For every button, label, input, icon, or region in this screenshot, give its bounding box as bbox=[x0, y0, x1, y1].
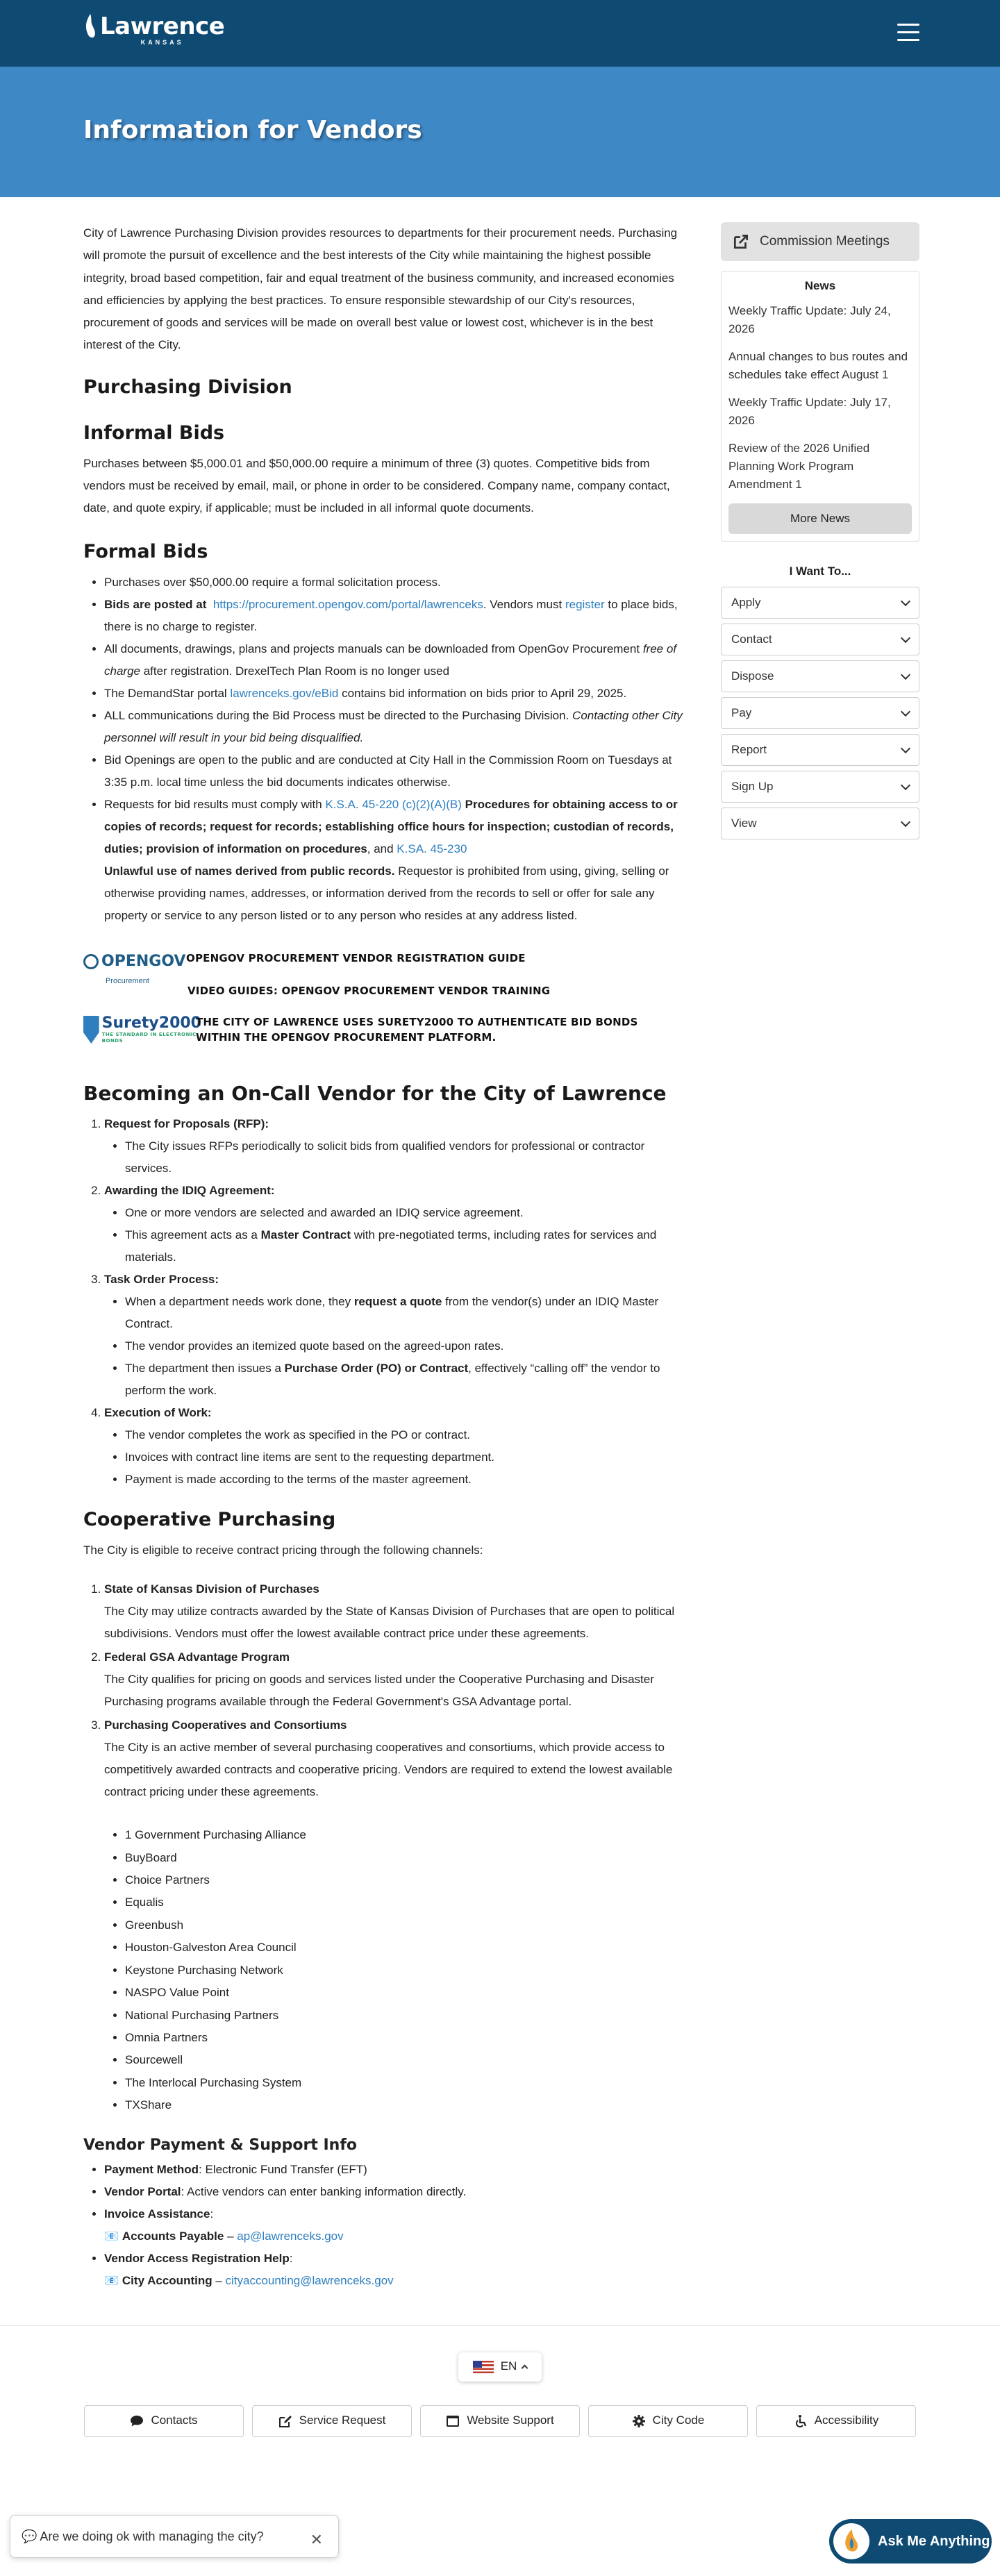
list-item: 4. Execution of Work: • The vendor completes the work as specified in the PO or contract. • Invoices with contract line items are sent to the requesting department. • Payment is made according to the terms of the master agreement. bbox=[104, 1402, 694, 1491]
list-item: 2. Federal GSA Advantage Program The City qualifies for pricing on goods and services listed under the Cooperative Purchasing and Disaster Purchasing programs available through the Federal Government's GSA Advantage portal. bbox=[104, 1646, 694, 1713]
list-item: • The vendor completes the work as specified in the PO or contract. bbox=[125, 1424, 694, 1446]
list-item: • Requests for bid results must comply with K.S.A. 45-220 (c)(2)(A)(B) Procedures for obtaining access to or copies of records; request for records; establishing office hours for inspection; custodian of records, duties; provision of information on procedures, and K.SA. 45-230 Unlawful use of names derived from public records. Requestor is prohibited from using, giving, selling or otherwise providing names, addresses, or information derived from the records to sell or offer for sale any property or service to any person listed or to any person who resides at any address listed. bbox=[104, 794, 694, 927]
dropdown-label: Sign Up bbox=[731, 779, 774, 793]
news-panel bbox=[721, 271, 919, 542]
informal-bids-text: Purchases between $5,000.01 and $50,000.00 require a minimum of three (3) quotes. Competitive bids from vendors must be received by email, mail, or phone in order to be considered. Company name, company contact, date, and quote expiry, if applicable; must be included in all informal quote documents. bbox=[83, 456, 670, 515]
news-item[interactable]: Annual changes to bus routes and schedules take effect August 1 bbox=[728, 350, 908, 381]
demandstar-link[interactable]: lawrenceks.gov/eBid bbox=[230, 686, 339, 700]
dropdown-label: View bbox=[731, 816, 757, 830]
chevron-down-icon bbox=[901, 817, 910, 826]
us-flag-icon bbox=[473, 2361, 494, 2373]
payment-list bbox=[104, 2159, 694, 2292]
assistant-flame-icon bbox=[833, 2523, 869, 2559]
list-item: • This agreement acts as a Master Contract with pre-negotiated terms, including rates for services and materials. bbox=[125, 1224, 694, 1269]
hero-banner bbox=[0, 67, 1000, 197]
feedback-text: 💬 Are we doing ok with managing the city? bbox=[22, 2529, 264, 2543]
ap-email-link[interactable]: ap@lawrenceks.gov bbox=[237, 2229, 344, 2243]
commission-meetings-label: Commission Meetings bbox=[760, 233, 890, 249]
city-logo[interactable] bbox=[83, 12, 224, 46]
coop-member-item: • BuyBoard bbox=[125, 1847, 694, 1869]
logo-name: Lawrence bbox=[100, 12, 225, 40]
news-item[interactable]: Review of the 2026 Unified Planning Work Program Amendment 1 bbox=[728, 442, 870, 491]
coop-member-item: • Keystone Purchasing Network bbox=[125, 1959, 694, 1982]
list-item: • The City issues RFPs periodically to solicit bids from qualified vendors for professional or contractor services. bbox=[125, 1135, 694, 1180]
more-news-button[interactable]: More News bbox=[728, 503, 912, 534]
gear-icon bbox=[632, 2414, 646, 2428]
chevron-down-icon bbox=[901, 706, 910, 716]
list-item: 3. Purchasing Cooperatives and Consortiums The City is an active member of several purchasing cooperatives and consortiums, which provide access to competitively awarded contracts and cooperative pricing. Vendors are required to extend the lowest available contract pricing under these agreements. bbox=[104, 1714, 694, 1803]
i-want-to-dropdown[interactable] bbox=[721, 771, 919, 803]
main-content bbox=[83, 222, 694, 2299]
footer-link-website-support[interactable]: Website Support bbox=[420, 2405, 580, 2437]
mail-icon: 📧 bbox=[104, 2229, 119, 2243]
footer-link-city-code[interactable]: City Code bbox=[588, 2405, 748, 2437]
opengov-registration-guide-link[interactable]: OPENGOV PROCUREMENT VENDOR REGISTRATION GUIDE bbox=[186, 952, 526, 965]
coop-member-item: • 1 Government Purchasing Alliance bbox=[125, 1824, 694, 1846]
list-item: • ALL communications during the Bid Process must be directed to the Purchasing Division. Contacting other City personnel will result in your bid being disqualified. bbox=[104, 705, 694, 749]
coop-member-item: • TXShare bbox=[125, 2094, 694, 2116]
oncall-steps bbox=[104, 1113, 694, 1491]
shield-icon bbox=[83, 1016, 99, 1044]
list-item: • The DemandStar portal lawrenceks.gov/eBid contains bid information on bids prior to April 29, 2025. bbox=[104, 683, 694, 705]
page-body bbox=[0, 197, 1000, 2299]
list-item: • The vendor provides an itemized quote based on the agreed-upon rates. bbox=[125, 1335, 694, 1357]
chevron-down-icon bbox=[901, 669, 910, 679]
news-item[interactable]: Weekly Traffic Update: July 24, 2026 bbox=[728, 304, 891, 335]
coop-channels bbox=[104, 1578, 694, 1803]
page-title: Information for Vendors bbox=[83, 116, 422, 144]
payment-heading: Vendor Payment & Support Info bbox=[83, 2136, 358, 2154]
footer-spacer bbox=[0, 2437, 1000, 2514]
i-want-to-heading: I Want To... bbox=[789, 564, 851, 578]
list-item: • Vendor Access Registration Help: 📧 City Accounting – cityaccounting@lawrenceks.gov bbox=[104, 2248, 694, 2292]
opengov-logo: OPENGOV Procurement bbox=[83, 945, 171, 988]
language-selector[interactable] bbox=[458, 2352, 542, 2382]
list-item: 1. State of Kansas Division of Purchases The City may utilize contracts awarded by the State of Kansas Division of Purchases that are open to political subdivisions. Vendors must offer the lowest available contract price under these agreements. bbox=[104, 1578, 694, 1645]
coop-member-item: • NASPO Value Point bbox=[125, 1982, 694, 2004]
surety-line-2[interactable]: WITHIN THE OPENGOV PROCUREMENT PLATFORM. bbox=[196, 1030, 497, 1044]
ask-me-anything-button[interactable] bbox=[829, 2519, 992, 2564]
language-code: EN bbox=[500, 2359, 517, 2373]
i-want-to-dropdown[interactable] bbox=[721, 624, 919, 655]
coop-member-item: • Greenbush bbox=[125, 1914, 694, 1937]
chevron-down-icon bbox=[901, 743, 910, 753]
register-link[interactable]: register bbox=[565, 597, 605, 611]
coop-heading: Cooperative Purchasing bbox=[83, 1508, 336, 1530]
list-item: • Bids are posted at https://procurement.opengov.com/portal/lawrenceks. Vendors must register to place bids, there is no charge to register. bbox=[104, 594, 694, 638]
site-header bbox=[0, 0, 1000, 67]
intro-paragraph: City of Lawrence Purchasing Division provides resources to departments for their procurement needs. Purchasing will promote the pursuit of excellence and the best interests of the City while maintaining the highest possible integrity, broad based competition, fair and equal treatment of the business community, and increased economies and efficiencies by applying the best practices. To ensure responsible stewardship of our City's resources, procurement of goods and services will be made on overall best value or lowest cost, whichever is in the best interest of the City. bbox=[83, 226, 678, 352]
dropdown-label: Pay bbox=[731, 705, 752, 719]
menu-icon[interactable] bbox=[897, 24, 919, 42]
chevron-down-icon bbox=[901, 596, 910, 605]
video-guides-row bbox=[188, 980, 694, 1002]
list-item: • Payment is made according to the terms of the master agreement. bbox=[125, 1469, 694, 1491]
purchasing-heading: Purchasing Division bbox=[83, 376, 292, 398]
cooperative-section bbox=[83, 1507, 694, 2117]
i-want-to-dropdown[interactable] bbox=[721, 734, 919, 766]
opengov-portal-link[interactable]: https://procurement.opengov.com/portal/lawrenceks bbox=[212, 597, 483, 611]
list-item: • When a department needs work done, they request a quote from the vendor(s) under an IDIQ Master Contract. bbox=[125, 1291, 694, 1335]
dropdown-label: Apply bbox=[731, 595, 761, 609]
surety-line-1[interactable]: THE CITY OF LAWRENCE USES SURETY2000 TO AUTHENTICATE BID BONDS bbox=[196, 1015, 638, 1028]
list-item: 1. Request for Proposals (RFP): • The City issues RFPs periodically to solicit bids from qualified vendors for professional or contractor services. bbox=[104, 1113, 694, 1180]
oncall-heading: Becoming an On-Call Vendor for the City of Lawrence bbox=[83, 1081, 667, 1105]
list-item: • One or more vendors are selected and awarded an IDIQ service agreement. bbox=[125, 1202, 694, 1224]
footer-link-accessibility[interactable]: Accessibility bbox=[756, 2405, 916, 2437]
surety-text bbox=[196, 1014, 638, 1045]
news-title: News bbox=[804, 279, 836, 292]
ksa-45-230-link[interactable]: K.SA. 45-230 bbox=[397, 842, 467, 855]
coop-member-item: • Omnia Partners bbox=[125, 2027, 694, 2049]
list-item: 2. Awarding the IDIQ Agreement: • One or more vendors are selected and awarded an IDIQ service agreement. • This agreement acts as a Master Contract with pre-negotiated terms, including rates for services and materials. bbox=[104, 1180, 694, 1269]
footer-links bbox=[0, 2405, 1000, 2437]
coop-member-item: • The Interlocal Purchasing System bbox=[125, 2072, 694, 2094]
list-item: 3. Task Order Process: • When a department needs work done, they request a quote from the vendor(s) under an IDIQ Master Contract. • The vendor provides an itemized quote based on the agreed-upon rates. • The department then issues a Purchase Order (PO) or Contract, effectively “calling off” the vendor to perform the work. bbox=[104, 1269, 694, 1402]
dropdown-label: Contact bbox=[731, 632, 772, 646]
coop-member-item: • National Purchasing Partners bbox=[125, 2005, 694, 2027]
ksa-45-220-link[interactable]: K.S.A. 45-220 (c)(2)(A)(B) bbox=[325, 797, 462, 811]
logo-sub: KANSAS bbox=[140, 39, 184, 46]
footer-link-service-request[interactable]: Service Request bbox=[252, 2405, 412, 2437]
chevron-down-icon bbox=[901, 633, 910, 642]
dropdown-label: Dispose bbox=[731, 669, 774, 683]
list-item: • Invoice Assistance: 📧 Accounts Payable – ap@lawrenceks.gov bbox=[104, 2203, 694, 2248]
coop-member-item: • Sourcewell bbox=[125, 2049, 694, 2071]
city-accounting-email-link[interactable]: cityaccounting@lawrenceks.gov bbox=[225, 2273, 394, 2287]
surety2000-logo: Surety2000 THE STANDARD IN ELECTRONIC BONDS bbox=[83, 1012, 201, 1048]
wheelchair-icon bbox=[794, 2414, 808, 2428]
coop-intro: The City is eligible to receive contract pricing through the following channels: bbox=[83, 1543, 483, 1557]
list-item: • Invoices with contract line items are sent to the requesting department. bbox=[125, 1446, 694, 1469]
feedback-prompt[interactable] bbox=[10, 2515, 339, 2558]
coop-member-item: • Choice Partners bbox=[125, 1869, 694, 1891]
surety-row bbox=[83, 1012, 694, 1048]
list-item: • Bid Openings are open to the public and are conducted at City Hall in the Commission Room on Tuesdays at 3:35 p.m. local time unless the bid documents indicates otherwise. bbox=[104, 749, 694, 794]
i-want-to-dropdown[interactable] bbox=[721, 697, 919, 729]
list-item: • All documents, drawings, plans and projects manuals can be downloaded from OpenGov Procurement free of charge after registration. DrexelTech Plan Room is no longer used bbox=[104, 638, 694, 683]
list-item: • Payment Method: Electronic Fund Transfer (EFT) bbox=[104, 2159, 694, 2181]
news-item[interactable]: Weekly Traffic Update: July 17, 2026 bbox=[728, 396, 891, 427]
opengov-circle-icon bbox=[83, 954, 99, 969]
informal-bids-heading: Informal Bids bbox=[83, 421, 225, 444]
coop-members-list bbox=[125, 1824, 694, 2116]
external-link-icon bbox=[732, 233, 750, 251]
formal-bids-list bbox=[104, 571, 694, 927]
chevron-up-icon bbox=[522, 2365, 528, 2372]
list-item: • Vendor Portal: Active vendors can enter banking information directly. bbox=[104, 2181, 694, 2203]
formal-bids-heading: Formal Bids bbox=[83, 540, 208, 562]
i-want-to-dropdown[interactable] bbox=[721, 587, 919, 619]
commission-meetings-button[interactable] bbox=[721, 222, 919, 261]
list-item: • Purchases over $50,000.00 require a formal solicitation process. bbox=[104, 571, 694, 594]
mail-icon: 📧 bbox=[104, 2273, 119, 2287]
close-icon[interactable]: ✕ bbox=[310, 2531, 323, 2548]
flame-logo-icon bbox=[83, 12, 97, 40]
sidebar bbox=[721, 222, 919, 2299]
opengov-video-guides-link[interactable]: VIDEO GUIDES: OPENGOV PROCUREMENT VENDOR TRAINING bbox=[188, 984, 551, 997]
coop-member-item: • Houston-Galveston Area Council bbox=[125, 1937, 694, 1959]
window-icon bbox=[446, 2415, 460, 2427]
chat-icon bbox=[130, 2415, 144, 2427]
list-item: • The department then issues a Purchase Order (PO) or Contract, effectively “calling off” the vendor to perform the work. bbox=[125, 1357, 694, 1402]
coop-member-item: • Equalis bbox=[125, 1891, 694, 1914]
edit-icon bbox=[278, 2414, 292, 2428]
footer-link-contacts[interactable]: Contacts bbox=[84, 2405, 244, 2437]
i-want-to-dropdown[interactable] bbox=[721, 808, 919, 839]
ask-label: Ask Me Anything bbox=[878, 2534, 990, 2549]
i-want-to-dropdown[interactable] bbox=[721, 660, 919, 692]
footer-divider bbox=[0, 2325, 1000, 2326]
chevron-down-icon bbox=[901, 780, 910, 789]
dropdown-label: Report bbox=[731, 742, 767, 756]
